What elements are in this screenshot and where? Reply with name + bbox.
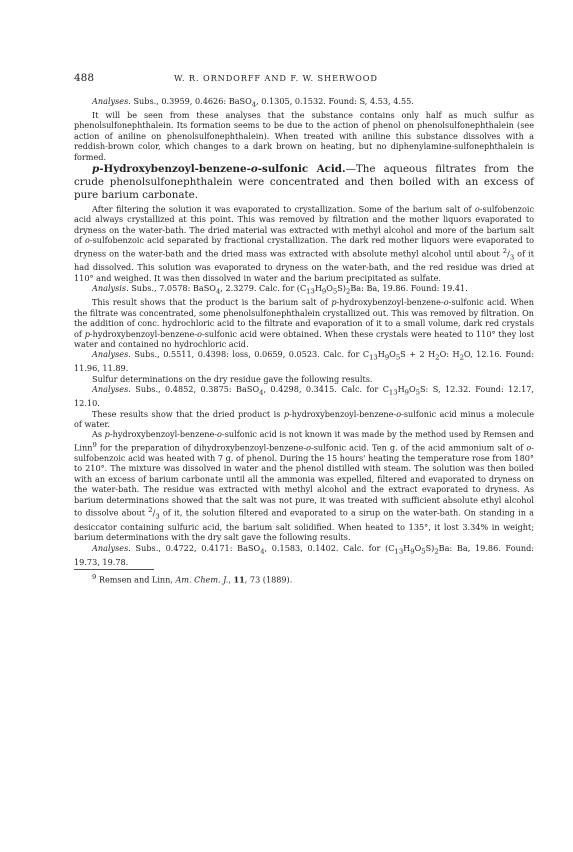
paragraph-list — [74, 96, 534, 567]
paragraph: This result shows that the product is the barium salt of p-hydroxybenzoyl-benzene-o-sulfonic acid. When the filtrate was concentrated, some phenolsulfonephthalein crystallized out. This was removed by filtration. On the addition of conc. hydrochloric acid to the filtrate and evaporation of it to a small volume, dark red crystals of p-hydroxybenzoyl-benzene-o-sulfonic acid were obtained. When these crystals were heated to 110° they lost water and contained no hydrochloric acid. — [74, 297, 534, 349]
running-title: W. R. ORNDORFF AND F. W. SHERWOOD — [174, 73, 378, 83]
footnote-rule — [74, 569, 154, 570]
text-body — [74, 96, 534, 585]
paragraph: After filtering the solution it was evaporated to crystallization. Some of the barium salt of o-sulfobenzoic acid always crystallized at this point. This was removed by filtration and the mother liquors evaporated to dryness on the water-bath. The dried material was extracted with methyl alcohol and more of the barium salt of o-sulfobenzoic acid separated by fractional crystallization. The dark red mother liquors were evaporated to dryness on the water-bath and the dried mass was extracted with absolute methyl alcohol until about $^2/_3$ of it had dissolved. This solution was evaporated to dryness on the water-bath, and the red residue was dried at 110° and weighed. It was then dissolved in water and the barium precipitated as sulfate. — [74, 204, 534, 283]
paragraph: Analyses. Subs., 0.5511, 0.4398: loss, 0.0659, 0.0523. Calc. for $C_{13}H_9O_5S + 2$ $H_2O$: $H_2O$, 12.16. Found: 11.96, 11.89. — [74, 349, 534, 374]
section-heading-paragraph: p-Hydroxybenzoyl-benzene-o-sulfonic Acid.—The aqueous filtrates from the crude phenolsulfonephthalein were concentrated and then boiled with an excess of pure barium carbonate. — [74, 163, 534, 202]
page-number: 488 — [74, 72, 95, 84]
paragraph: These results show that the dried product is p-hydroxybenzoyl-benzene-o-sulfonic acid minus a molecule of water. — [74, 408, 535, 429]
paragraph: Analyses. Subs., 0.3959, 0.4626: BaSO$_4$, 0.1305, 0.1532. Found: S, 4.53, 4.55. — [92, 96, 414, 109]
paragraph: As p-hydroxybenzoyl-benzene-o-sulfonic acid is not known it was made by the method used by Remsen and Linn$^9$ for the preparation of dihydroxybenzoyl-benzene-o-sulfonic acid. Ten g. of the acid ammonium salt of o-sulfobenzoic acid was heated with 7 g. of phenol. During the 15 hours' heating the temperature rose from 180° to 210°. The mixture was dissolved in water and the phenol distilled with steam. The solution was then boiled with an excess of barium carbonate until all the ammonia was expelled, filtered and evaporated to dryness on the water-bath. The residue was extracted with methyl alcohol and the extract evaporated to dryness. As barium determinations showed that the salt was not pure, it was treated with sufficient absolute ethyl alcohol to dissolve about $^2/_3$ of it, the solution filtered and evaporated to a sirup on the water-bath. On standing in a desiccator containing sulfuric acid, the barium salt solidified. When heated to 135°, it lost 3.34% in weight; barium determinations with the dry salt gave the following results. — [74, 429, 535, 543]
paragraph: It will be seen from these analyses that the substance contains only half as much sulfur as phenolsulfonephthalein. Its formation seems to be due to the action of phenol on phenolsulfonephthalein (see action of aniline on phenolsulfonephthalein). When treated with aniline this substance dissolves with a reddish-brown color, which changes to a dark brown on heating, but no diphenylamine-sulfonephthalein is formed. — [74, 110, 534, 162]
page-header — [74, 72, 533, 86]
paragraph: Analysis. Subs., 7.0578: BaSO$_4$, 2.3279. Calc. for $(C_{13}H_9O_5S)_2Ba$: Ba, 19.86. Found: 19.41. — [92, 283, 468, 296]
paragraph: Sulfur determinations on the dry residue gave the following results. — [92, 373, 373, 384]
paragraph: Analyses. Subs., 0.4852, 0.3875: BaSO$_4$, 0.4298, 0.3415. Calc. for $C_{13}H_9O_5S$: S, 12.32. Found: 12.17, 12.10. — [74, 384, 534, 409]
footnote: $^9$ Remsen and Linn, Am. Chem. J., 11, 73 (1889). — [92, 572, 293, 585]
paragraph: Analyses. Subs., 0.4722, 0.4171: BaSO$_4$, 0.1583, 0.1402. Calc. for $(C_{13}H_9O_5S)_2Ba$: Ba, 19.86. Found: 19.73, 19.78. — [74, 542, 535, 567]
